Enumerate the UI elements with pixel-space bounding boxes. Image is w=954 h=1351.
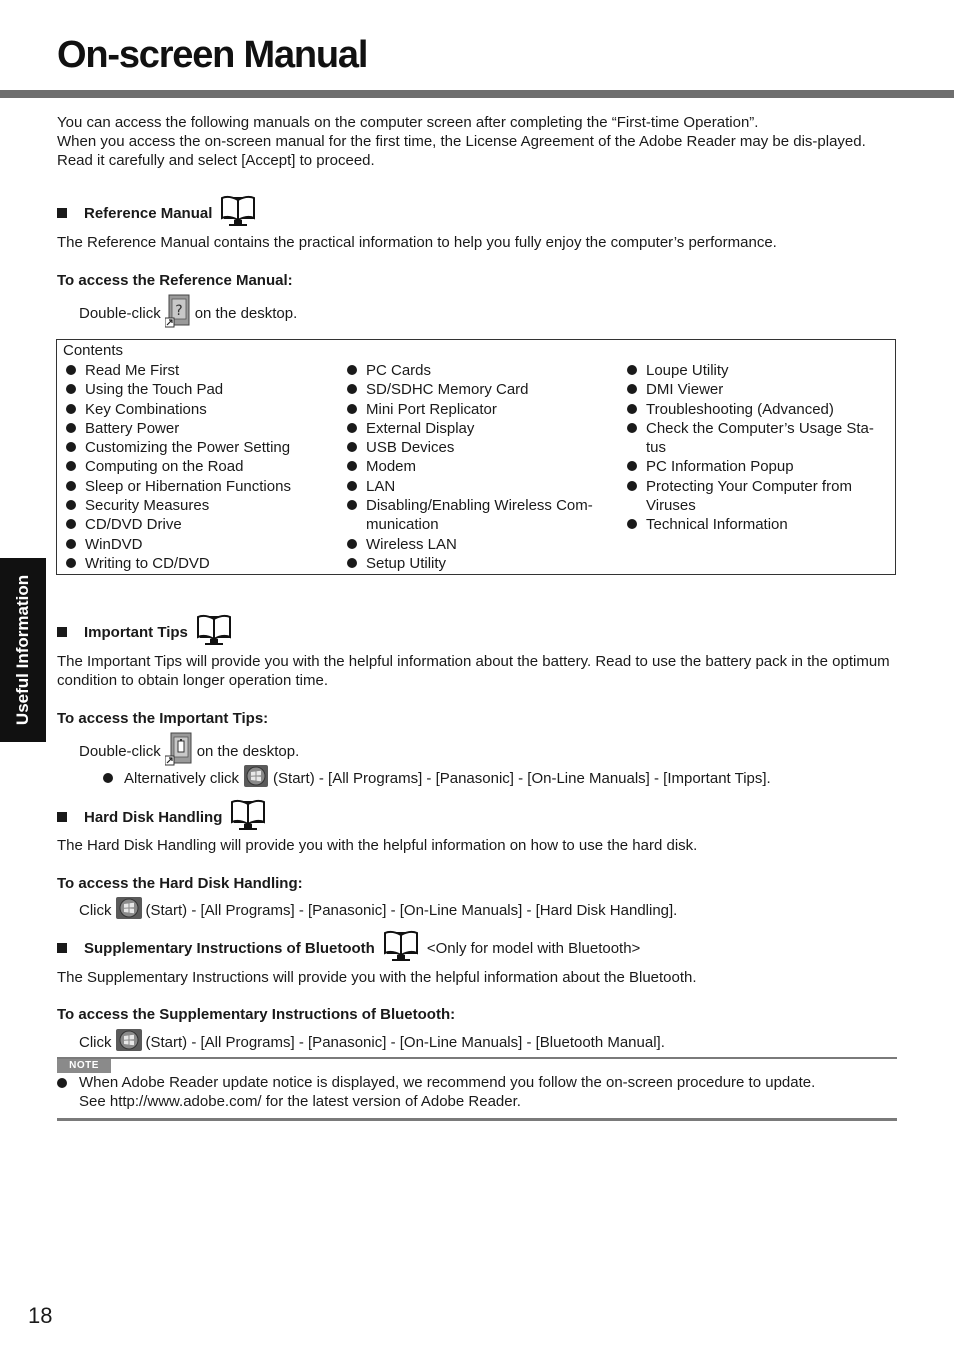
contents-item (344, 477, 614, 496)
contents-item-label: Modem (366, 458, 417, 476)
intro-line-2: When you access the on-screen manual for the first time, the License Agreement of the Adobe Reader may be dis-played. Read it carefully and select [Accept] to proceed. (57, 133, 866, 169)
contents-item-label: USB Devices (366, 439, 455, 457)
bluetooth-description: The Supplementary Instructions will provide you with the helpful information about the Bluetooth. (57, 969, 697, 986)
contents-item (63, 438, 333, 457)
contents-item-label: CD/DVD Drive (85, 516, 182, 534)
contents-item-label: LAN (366, 477, 396, 495)
contents-item (63, 496, 333, 515)
bullet-icon (66, 384, 76, 394)
reference-manual-description: The Reference Manual contains the practical information to help you fully enjoy the computer’s performance. (57, 234, 777, 251)
important-tips-description: The Important Tips will provide you with the helpful information about the battery. Read to use the battery pack in the optimum condition to obtain longer operation time. (57, 653, 890, 689)
tips-instr-after: on the desktop. (196, 742, 300, 760)
bluetooth-heading-label: Supplementary Instructions of Bluetooth (84, 939, 375, 957)
bullet-icon (347, 500, 357, 510)
tips-instr-before: Double-click (79, 742, 161, 760)
contents-item-label: Customizing the Power Setting (85, 439, 291, 457)
contents-item (63, 419, 333, 438)
contents-item (344, 496, 614, 535)
reference-manual-heading (57, 194, 257, 232)
bullet-icon (66, 461, 76, 471)
bullet-icon (347, 423, 357, 433)
note-line-2: See http://www.adobe.com/ for the latest version of Adobe Reader. (79, 1093, 521, 1110)
contents-item (344, 438, 614, 457)
page-title: On-screen Manual (57, 34, 368, 76)
contents-item (344, 380, 614, 399)
contents-item (624, 457, 892, 476)
bluetooth-heading-note: <Only for model with Bluetooth> (426, 939, 641, 957)
bullet-icon (66, 500, 76, 510)
bullet-icon (66, 539, 76, 549)
bluetooth-heading (57, 929, 640, 967)
contents-item (63, 400, 333, 419)
contents-item (344, 535, 614, 554)
contents-column-3 (624, 361, 892, 535)
windows-start-orb-icon[interactable] (116, 1029, 142, 1055)
important-tips-heading (57, 613, 233, 651)
contents-item-label: PC Information Popup (646, 458, 794, 476)
contents-item-label: SD/SDHC Memory Card (366, 381, 529, 399)
important-tips-heading-label: Important Tips (84, 623, 188, 641)
bullet-icon (627, 481, 637, 491)
bluetooth-instr-after: (Start) - [All Programs] - [Panasonic] - [On-Line Manuals] - [Bluetooth Manual]. (145, 1033, 665, 1051)
contents-item-label: Computing on the Road (85, 458, 244, 476)
hard-disk-access-heading: To access the Hard Disk Handling: (57, 875, 303, 892)
contents-item-label: Key Combinations (85, 400, 207, 418)
contents-column-2 (344, 361, 614, 573)
contents-item-label: Loupe Utility (646, 362, 729, 379)
svg-text:?: ? (174, 303, 183, 319)
bullet-icon (627, 365, 637, 375)
contents-item (63, 361, 333, 380)
contents-item (344, 419, 614, 438)
note-text (79, 1073, 897, 1111)
reference-manual-heading-label: Reference Manual (84, 204, 213, 222)
page-number: 18 (28, 1303, 53, 1328)
side-tab (0, 558, 46, 742)
contents-item-label: Protecting Your Computer from Viruses (646, 477, 852, 515)
contents-item-label: External Display (366, 419, 475, 437)
contents-item (624, 419, 892, 458)
reference-access-instruction (79, 294, 297, 332)
intro-text (57, 113, 897, 170)
reference-instr-before: Double-click (79, 304, 161, 322)
contents-item-label: WinDVD (85, 535, 143, 553)
contents-item-label: Security Measures (85, 497, 210, 515)
contents-item (624, 380, 892, 399)
tips-alt-before: Alternatively click (124, 769, 240, 787)
bullet-icon (66, 404, 76, 414)
contents-label: Contents (63, 342, 124, 359)
contents-column-1 (63, 361, 333, 573)
contents-item (63, 535, 333, 554)
reference-manual-desktop-icon[interactable] (165, 294, 191, 332)
bluetooth-instr-before: Click (79, 1033, 112, 1051)
hard-disk-instr-after: (Start) - [All Programs] - [Panasonic] - [On-Line Manuals] - [Hard Disk Handling]. (145, 901, 678, 919)
contents-item (63, 554, 333, 573)
contents-item-label: Battery Power (85, 419, 180, 437)
bluetooth-access-heading: To access the Supplementary Instructions of Bluetooth: (57, 1006, 456, 1023)
contents-item (63, 515, 333, 534)
bullet-icon (66, 423, 76, 433)
bullet-icon (627, 423, 637, 433)
bullet-icon (347, 442, 357, 452)
bullet-icon (627, 404, 637, 414)
hard-disk-access-instruction (79, 897, 677, 923)
bluetooth-access-instruction (79, 1029, 665, 1055)
windows-start-orb-icon[interactable] (244, 765, 268, 791)
important-tips-access-heading: To access the Important Tips: (57, 710, 269, 727)
contents-item (624, 515, 892, 534)
contents-item-label: Writing to CD/DVD (85, 554, 210, 572)
side-tab-label: Useful Information (13, 574, 32, 726)
bullet-icon (627, 384, 637, 394)
manual-book-icon (382, 929, 420, 967)
bullet-icon (66, 558, 76, 568)
bullet-icon (347, 404, 357, 414)
contents-item (63, 380, 333, 399)
bullet-icon (347, 461, 357, 471)
hard-disk-description: The Hard Disk Handling will provide you with the helpful information on how to use the hard disk. (57, 837, 698, 854)
contents-item (344, 361, 614, 380)
contents-item-label: Read Me First (85, 362, 180, 379)
contents-item (624, 477, 892, 516)
contents-item-label: Technical Information (646, 516, 788, 534)
hard-disk-heading-label: Hard Disk Handling (84, 808, 223, 826)
reference-access-heading: To access the Reference Manual: (57, 272, 293, 289)
contents-item-label: DMI Viewer (646, 381, 724, 399)
reference-instr-after: on the desktop. (194, 304, 298, 322)
manual-book-icon (219, 194, 257, 232)
intro-line-1: You can access the following manuals on the computer screen after completing the “First-time Operation”. (57, 114, 759, 131)
title-rule (0, 90, 954, 98)
windows-start-orb-icon[interactable] (116, 897, 142, 923)
tips-alt-after: (Start) - [All Programs] - [Panasonic] - [On-Line Manuals] - [Important Tips]. (273, 769, 771, 787)
contents-item (344, 457, 614, 476)
bullet-icon (347, 539, 357, 549)
square-bullet-icon (57, 627, 67, 637)
hard-disk-instr-before: Click (79, 901, 112, 919)
note-rule-top (57, 1057, 897, 1059)
contents-item (63, 477, 333, 496)
contents-item (624, 400, 892, 419)
contents-item (344, 400, 614, 419)
bullet-icon (103, 773, 113, 783)
contents-item (624, 361, 892, 380)
contents-item-label: PC Cards (366, 362, 432, 379)
bullet-icon (57, 1078, 67, 1088)
note-rule-bottom (57, 1118, 897, 1121)
square-bullet-icon (57, 812, 67, 822)
reference-contents-box (56, 339, 896, 575)
contents-item-label: Wireless LAN (366, 535, 457, 553)
bullet-icon (627, 519, 637, 529)
bullet-icon (66, 481, 76, 491)
hard-disk-heading (57, 798, 267, 836)
contents-item-label: Troubleshooting (Advanced) (646, 400, 834, 418)
contents-item-label: Sleep or Hibernation Functions (85, 477, 291, 495)
square-bullet-icon (57, 208, 67, 218)
contents-item (63, 457, 333, 476)
bullet-icon (347, 384, 357, 394)
contents-item (344, 554, 614, 573)
contents-item-label: Using the Touch Pad (85, 381, 224, 399)
contents-item-label: Mini Port Replicator (366, 400, 497, 418)
note-line-1: When Adobe Reader update notice is displayed, we recommend you follow the on-screen procedure to update. (79, 1074, 816, 1091)
bullet-icon (66, 442, 76, 452)
bullet-icon (66, 519, 76, 529)
important-tips-alternative (103, 765, 771, 791)
note-badge: NOTE (57, 1059, 111, 1073)
square-bullet-icon (57, 943, 67, 953)
bullet-icon (627, 461, 637, 471)
bullet-icon (347, 558, 357, 568)
contents-item-label: Setup Utility (366, 554, 447, 572)
bullet-icon (347, 365, 357, 375)
manual-book-icon (229, 798, 267, 836)
bullet-icon (347, 481, 357, 491)
bullet-icon (66, 365, 76, 375)
contents-item-label: Disabling/Enabling Wireless Com-munication (366, 497, 593, 534)
contents-item-label: Check the Computer’s Usage Sta-tus (646, 419, 874, 457)
manual-book-icon (195, 613, 233, 651)
